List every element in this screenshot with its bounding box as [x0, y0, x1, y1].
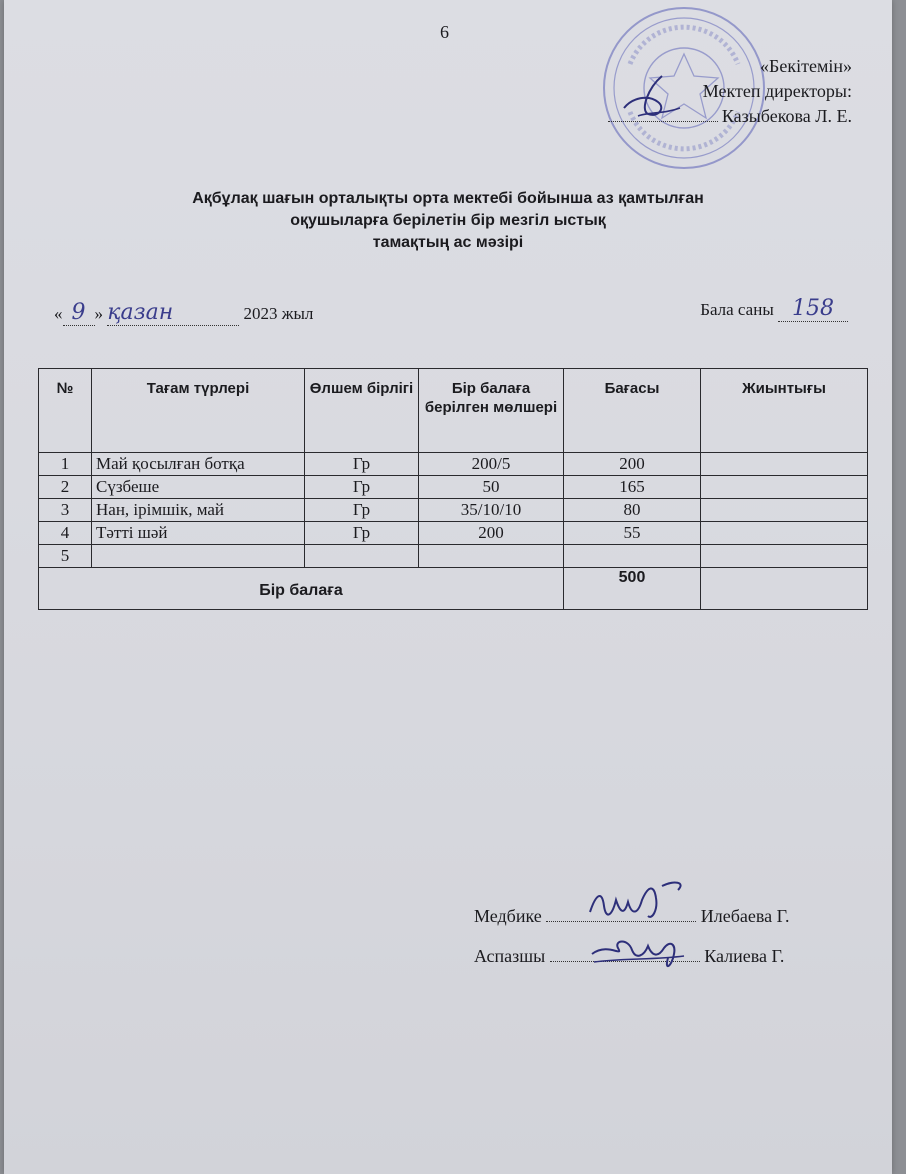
- cell-portion: 200/5: [419, 453, 564, 476]
- cell-number: 4: [39, 522, 92, 545]
- date-month: қазан: [107, 300, 239, 326]
- title-line-2: оқушыларға берілетін бір мезгіл ыстық: [290, 212, 606, 229]
- total-summary-cell: [701, 568, 868, 610]
- cell-portion: 200: [419, 522, 564, 545]
- cell-total: [701, 522, 868, 545]
- cell-unit: Гр: [305, 522, 419, 545]
- cell-price: 165: [564, 476, 701, 499]
- header-dish-types: Тағам түрлері: [92, 369, 305, 453]
- document-page: [4, 0, 892, 1174]
- cell-portion: [419, 545, 564, 568]
- cell-total: [701, 476, 868, 499]
- nurse-signature-icon: [582, 876, 692, 932]
- table-row: [39, 522, 868, 545]
- title-line-1: Ақбұлақ шағын орталықты орта мектебі бойынша аз қамтылған: [192, 190, 704, 207]
- cell-dish: [92, 545, 305, 568]
- header-number: №: [39, 369, 92, 453]
- header-price: Бағасы: [564, 369, 701, 453]
- cook-label: Аспазшы: [474, 946, 546, 966]
- approval-title: «Бекітемін»: [760, 56, 852, 76]
- cell-number: 2: [39, 476, 92, 499]
- cell-number: 3: [39, 499, 92, 522]
- cell-dish: Сүзбеше: [92, 476, 305, 499]
- children-count-value: 158: [778, 296, 848, 322]
- document-title: [4, 188, 892, 254]
- director-name: Казыбекова Л. Е.: [721, 106, 852, 126]
- table-header-row: [39, 369, 868, 453]
- date-open-quote: «: [54, 304, 63, 323]
- date-field: [54, 300, 313, 326]
- title-line-3: тамақтың ас мәзірі: [372, 234, 524, 251]
- table-row: [39, 453, 868, 476]
- cell-dish: Нан, ірімшік, май: [92, 499, 305, 522]
- total-value: 500: [564, 568, 701, 610]
- children-count-label: Бала саны: [700, 300, 774, 319]
- table-row: [39, 476, 868, 499]
- cell-dish: Тәтті шәй: [92, 522, 305, 545]
- signature-dotted-line: [608, 121, 718, 122]
- table-row: [39, 499, 868, 522]
- cell-total: [701, 453, 868, 476]
- cell-price: 55: [564, 522, 701, 545]
- cell-price: 200: [564, 453, 701, 476]
- nurse-label: Медбике: [474, 906, 542, 926]
- cell-total: [701, 499, 868, 522]
- children-count: [700, 296, 848, 322]
- total-label: Бір балаға: [39, 568, 564, 610]
- cook-name: Калиева Г.: [704, 946, 785, 966]
- date-day: 9: [63, 300, 95, 326]
- cell-price: [564, 545, 701, 568]
- cell-total: [701, 545, 868, 568]
- nurse-name: Илебаева Г.: [700, 906, 790, 926]
- cell-unit: Гр: [305, 453, 419, 476]
- approval-position: Мектеп директоры:: [702, 81, 852, 101]
- cell-portion: 35/10/10: [419, 499, 564, 522]
- date-year: 2023 жыл: [243, 304, 314, 323]
- menu-table: [38, 368, 868, 610]
- date-close-quote: »: [94, 304, 103, 323]
- cell-number: 5: [39, 545, 92, 568]
- header-unit: Өлшем бірлігі: [305, 369, 419, 453]
- cell-dish: Май қосылған ботқа: [92, 453, 305, 476]
- cell-portion: 50: [419, 476, 564, 499]
- cell-unit: Гр: [305, 499, 419, 522]
- cell-price: 80: [564, 499, 701, 522]
- header-portion: Бір балаға берілген мөлшері: [419, 369, 564, 453]
- cell-unit: Гр: [305, 476, 419, 499]
- cook-signature-icon: [584, 928, 694, 978]
- approval-block: [608, 54, 852, 129]
- cell-unit: [305, 545, 419, 568]
- header-total: Жиынтығы: [701, 369, 868, 453]
- cell-number: 1: [39, 453, 92, 476]
- table-row: [39, 545, 868, 568]
- approval-signature-line: [608, 104, 852, 129]
- table-total-row: [39, 568, 868, 610]
- page-number: 6: [440, 22, 449, 42]
